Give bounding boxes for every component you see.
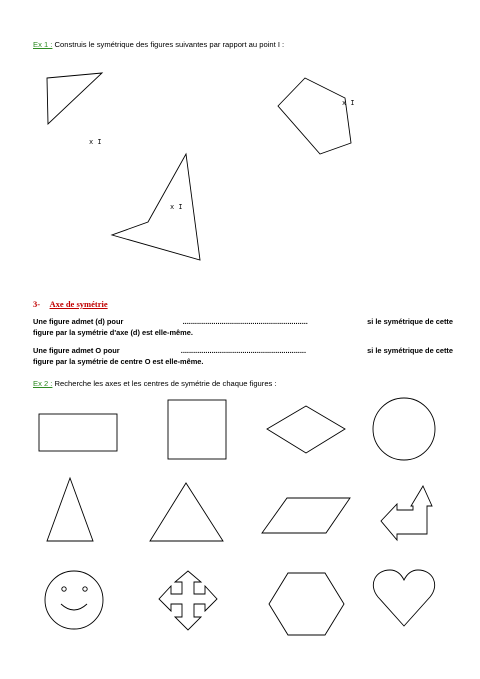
- circle-shape: [373, 398, 435, 460]
- cross-arrows-shape: [159, 571, 217, 630]
- definition-2-start: Une figure admet O pour: [33, 346, 120, 355]
- exercise2-label: Ex 2 :: [33, 379, 53, 388]
- definition-2-end: si le symétrique de cette: [367, 346, 453, 355]
- smiley-shape: [45, 571, 103, 629]
- arrow-shape: [381, 486, 432, 540]
- point-i-mark-3: x I: [170, 204, 183, 212]
- parallelogram-shape: [262, 498, 350, 533]
- hexagon-shape: [269, 573, 344, 635]
- heart-shape: [373, 570, 434, 626]
- exercise1-label: Ex 1 :: [33, 40, 53, 49]
- definition-1-dots: .............................................................: [182, 317, 308, 326]
- equilateral-triangle-shape: [150, 483, 223, 541]
- definition-2-line2: figure par la symétrie de centre O est elle-même.: [33, 356, 204, 366]
- exercise2-instruction: Recherche les axes et les centres de symétrie de chaque figures :: [52, 379, 277, 388]
- exercise1-instruction: Construis le symétrique des figures suivantes par rapport au point I :: [52, 40, 285, 49]
- point-i-mark-2: x I: [342, 100, 355, 108]
- point-i-mark-1: x I: [89, 139, 102, 147]
- rhombus-shape: [267, 406, 345, 453]
- isosceles-triangle-shape: [47, 478, 93, 541]
- section-title: Axe de symétrie: [49, 299, 108, 309]
- definition-1-line2: figure par la symétrie d'axe (d) est elle-même.: [33, 327, 193, 337]
- definition-1-end: si le symétrique de cette: [367, 317, 453, 326]
- rectangle-shape: [39, 414, 117, 451]
- square-shape: [168, 400, 226, 459]
- section-number: 3-: [33, 299, 41, 309]
- definition-2-dots: .............................................................: [180, 346, 307, 355]
- definition-1-start: Une figure admet (d) pour: [33, 317, 124, 326]
